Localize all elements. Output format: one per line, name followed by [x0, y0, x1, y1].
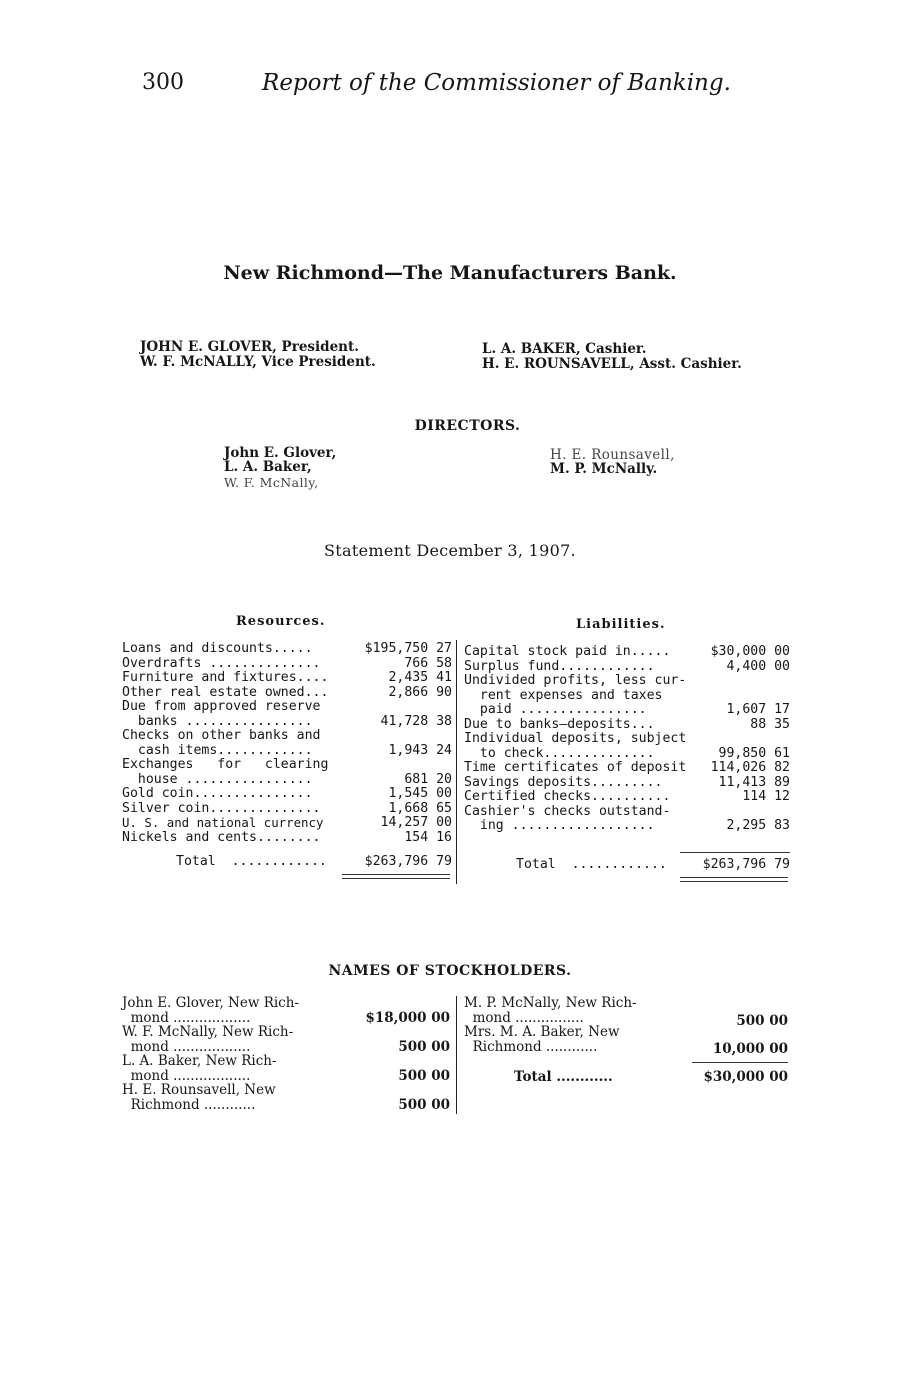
column-divider [456, 640, 457, 884]
resource-label: Gold coin............... [122, 786, 313, 801]
resource-amount: 154 16 [404, 829, 452, 845]
list-item [122, 1011, 450, 1026]
stockholder-name: M. P. McNally, New Rich- [464, 995, 637, 1011]
double-rule [342, 874, 450, 875]
table-row [464, 660, 790, 675]
resource-amount: 1,943 24 [388, 742, 452, 758]
table-row [464, 645, 790, 660]
liability-label: rent expenses and taxes [464, 687, 663, 703]
resource-amount: 2,866 90 [388, 684, 452, 700]
list-item [122, 1098, 450, 1113]
running-title: Report of the Commissioner of Banking. [262, 70, 731, 96]
officer-cashier: L. A. BAKER, Cashier. [482, 341, 647, 357]
single-rule [692, 1062, 788, 1063]
single-rule [680, 852, 790, 853]
resources-heading: Resources. [236, 614, 326, 629]
list-item [464, 1040, 788, 1055]
table-row [122, 657, 452, 672]
liability-label: Time certificates of deposit [464, 760, 687, 775]
liability-label: Savings deposits......... [464, 774, 663, 790]
resource-amount: 681 20 [404, 771, 452, 787]
table-row [122, 802, 452, 817]
resource-amount: $195,750 27 [364, 641, 452, 656]
double-rule [342, 878, 450, 879]
liability-label: Certified checks.......... [464, 789, 671, 804]
liabilities-total-amount: $263,796 79 [702, 857, 790, 872]
table-row [122, 671, 452, 686]
liability-amount: 88 35 [750, 716, 790, 732]
table-row [122, 744, 452, 759]
list-item [464, 996, 788, 1011]
page-number: 300 [142, 70, 184, 95]
resource-label: Nickels and cents........ [122, 829, 321, 845]
stockholder-name-cont: Richmond ............ [464, 1038, 598, 1055]
list-item [464, 1009, 788, 1029]
list-item [464, 1025, 788, 1040]
statement-title: Statement December 3, 1907. [324, 541, 576, 560]
stockholder-name: John E. Glover, New Rich- [122, 995, 300, 1011]
officer-asst-cashier: H. E. ROUNSAVELL, Asst. Cashier. [482, 356, 742, 372]
table-row [464, 732, 790, 747]
list-item [122, 996, 450, 1011]
stockholder-name: L. A. Baker, New Rich- [122, 1053, 277, 1069]
liability-amount: 11,413 89 [718, 774, 790, 790]
liability-label: Undivided profits, less cur- [464, 673, 687, 688]
list-item [122, 1025, 450, 1040]
table-row [122, 773, 452, 788]
bank-title: New Richmond—The Manufacturers Bank. [223, 262, 677, 284]
stockholder-name: Mrs. M. A. Baker, New [464, 1024, 620, 1040]
table-row [464, 790, 790, 805]
liability-label: Individual deposits, subject [464, 731, 687, 746]
liability-amount: 114 12 [742, 789, 790, 804]
resource-amount: 41,728 38 [380, 713, 452, 729]
table-row [464, 805, 790, 820]
list-item [122, 1069, 450, 1084]
list-item [122, 1040, 450, 1055]
table-row [464, 718, 790, 733]
liabilities-total-label: Total ............ [516, 857, 667, 872]
table-row [122, 642, 452, 657]
table-row [122, 686, 452, 701]
stockholders-total-amount: $30,000 00 [703, 1069, 788, 1085]
resource-amount: 1,545 00 [388, 786, 452, 801]
list-item [122, 1054, 450, 1069]
resource-label: Exchanges for clearing [122, 757, 329, 772]
table-row [122, 816, 452, 831]
table-row [122, 787, 452, 802]
liability-amount: 4,400 00 [726, 658, 790, 674]
resource-label: house ................ [122, 771, 313, 787]
resources-table [122, 642, 452, 845]
liability-label: paid ................ [464, 702, 647, 717]
table-row [464, 703, 790, 718]
table-row [122, 831, 452, 846]
stockholders-heading: NAMES OF STOCKHOLDERS. [328, 963, 572, 979]
resources-total-label: Total ............ [176, 854, 327, 869]
liability-label: ing .................. [464, 818, 655, 833]
resource-label: Other real estate owned... [122, 684, 329, 700]
stockholder-name-cont: mond .................. [122, 1067, 251, 1084]
stockholder-name-cont: mond .................. [122, 1009, 251, 1026]
liability-amount: 114,026 82 [710, 760, 790, 775]
liability-label: Surplus fund............ [464, 658, 655, 674]
double-rule [680, 881, 788, 882]
resource-amount: 766 58 [404, 655, 452, 671]
resource-label: Overdrafts .............. [122, 655, 321, 671]
double-rule [680, 877, 788, 878]
directors-heading: DIRECTORS. [414, 418, 521, 434]
director: M. P. McNally. [550, 461, 658, 477]
liabilities-heading: Liabilities. [576, 617, 666, 632]
stockholder-amount: 500 00 [398, 1067, 450, 1084]
stockholder-amount: 500 00 [398, 1096, 450, 1113]
liability-amount: 1,607 17 [726, 702, 790, 717]
liability-label: Capital stock paid in..... [464, 644, 671, 659]
officer-president: JOHN E. GLOVER, President. [140, 339, 359, 355]
resource-label: banks ................ [122, 713, 313, 729]
liability-label: Cashier's checks outstand- [464, 803, 671, 819]
stockholder-name: W. F. McNally, New Rich- [122, 1024, 294, 1040]
director: H. E. Rounsavell, [550, 447, 675, 463]
table-row [464, 674, 790, 689]
table-row [464, 761, 790, 776]
table-row [464, 776, 790, 791]
resource-amount: 14,257 00 [380, 815, 452, 830]
resource-label: U. S. and national currency [122, 815, 324, 830]
stockholder-name-cont: mond .................. [122, 1038, 251, 1055]
stockholder-amount: 500 00 [736, 1012, 788, 1029]
resource-amount: 2,435 41 [388, 670, 452, 685]
resource-amount: 1,668 65 [388, 800, 452, 816]
resource-label: Furniture and fixtures.... [122, 670, 329, 685]
director: W. F. McNally, [224, 475, 319, 490]
stockholder-amount: 10,000 00 [712, 1040, 788, 1057]
director: L. A. Baker, [224, 459, 312, 475]
director: John E. Glover, [224, 445, 337, 461]
table-row [464, 747, 790, 762]
table-row [464, 819, 790, 834]
resource-label: cash items............ [122, 742, 313, 758]
liability-amount: $30,000 00 [710, 644, 790, 659]
table-row [122, 715, 452, 730]
liability-amount: 2,295 83 [726, 818, 790, 833]
liabilities-table [464, 645, 790, 834]
resource-label: Silver coin.............. [122, 800, 321, 816]
table-row [122, 729, 452, 744]
resource-label: Loans and discounts..... [122, 641, 313, 656]
stockholder-name-cont: Richmond ............ [122, 1096, 256, 1113]
stockholder-amount: 500 00 [398, 1038, 450, 1055]
stockholders-total-label: Total ............ [514, 1069, 613, 1085]
list-item [122, 1083, 450, 1098]
stockholder-name: H. E. Rounsavell, New [122, 1082, 276, 1098]
table-row [122, 758, 452, 773]
stockholder-name-cont: mond ................ [464, 1009, 584, 1026]
resource-label: Due from approved reserve [122, 699, 321, 714]
stockholders-right [464, 995, 788, 1057]
stockholder-amount: $18,000 00 [365, 1009, 450, 1026]
liability-label: Due to banks—deposits... [464, 716, 655, 732]
table-row [464, 689, 790, 704]
column-divider [456, 996, 457, 1114]
liability-label: to check.............. [464, 745, 655, 761]
liability-amount: 99,850 61 [718, 745, 790, 761]
resources-total-amount: $263,796 79 [364, 854, 452, 869]
table-row [122, 700, 452, 715]
resource-label: Checks on other banks and [122, 728, 321, 743]
officer-vice-president: W. F. McNALLY, Vice President. [140, 354, 376, 370]
stockholders-left [122, 996, 450, 1112]
